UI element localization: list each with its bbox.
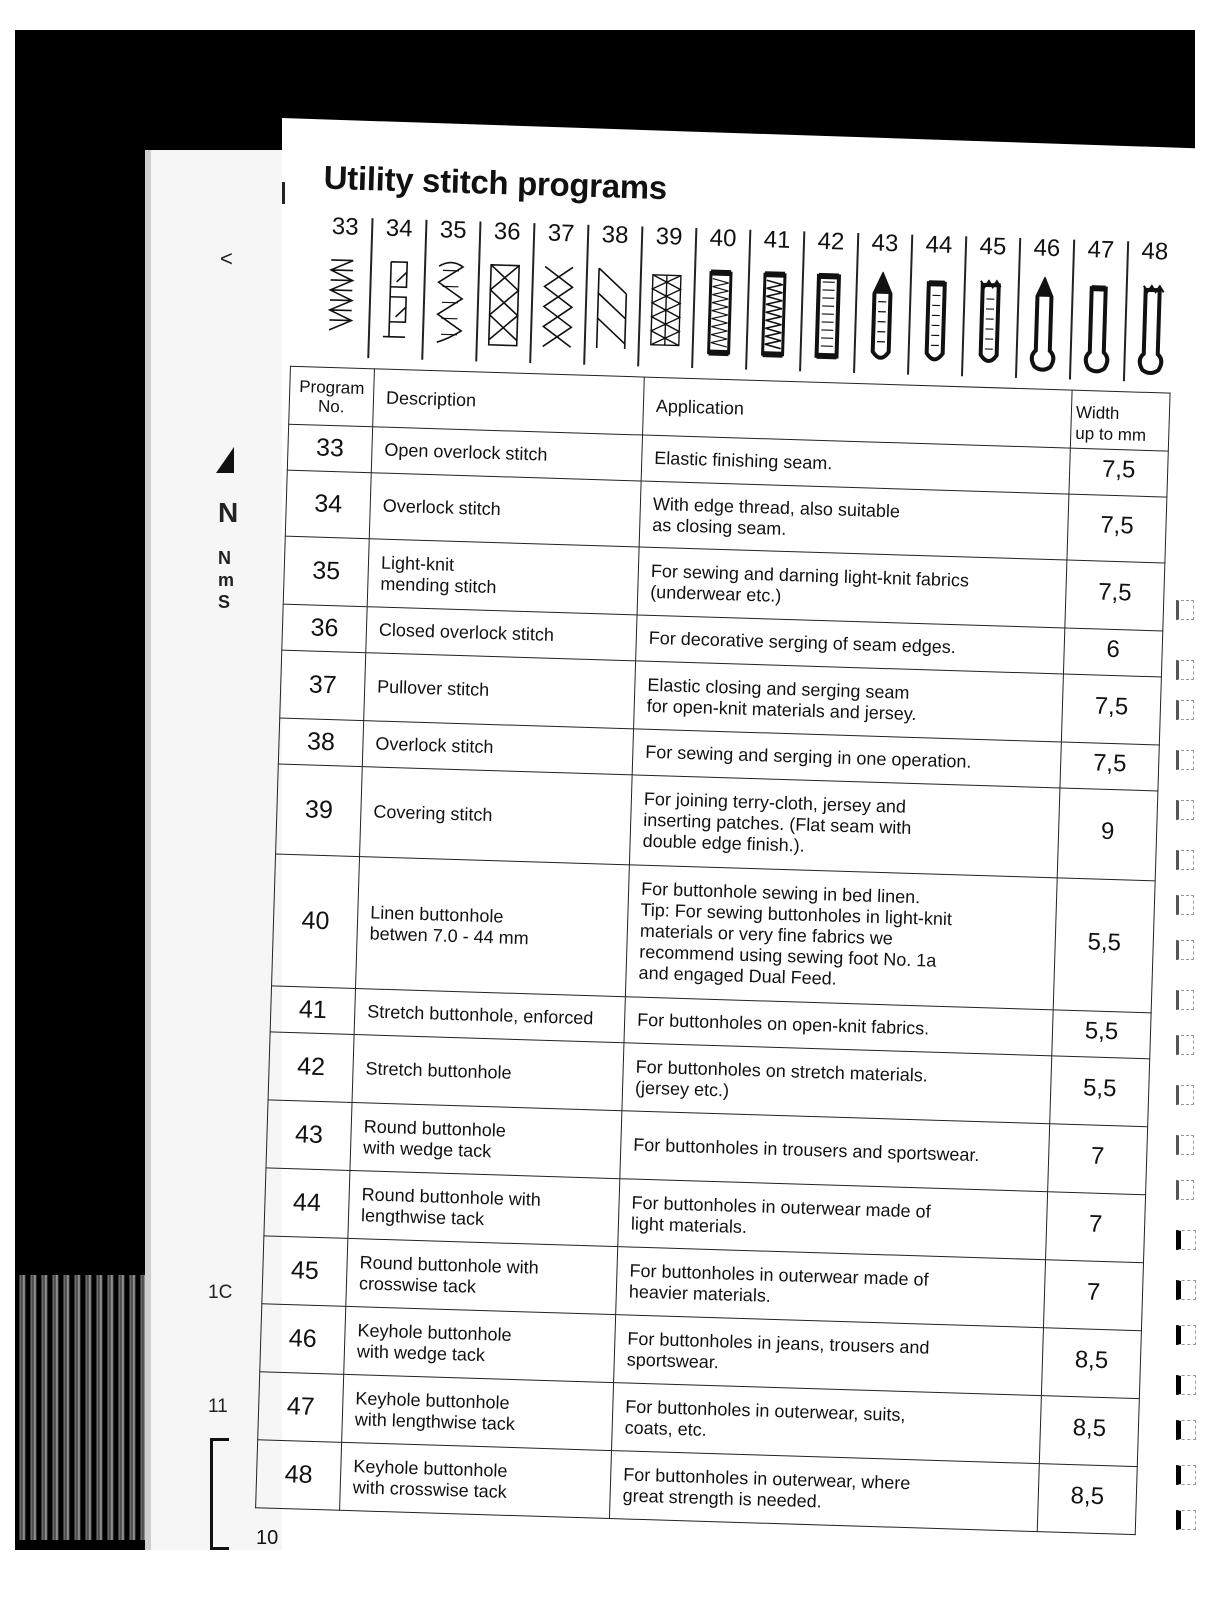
row-application: Elastic closing and serging seam for open-knit materials and jersey. xyxy=(634,661,1064,742)
row-description: Covering stitch xyxy=(360,767,633,865)
row-application: With edge thread, also suitable as closing seam. xyxy=(639,481,1069,560)
row-program-no: 48 xyxy=(256,1440,342,1511)
row-width: 9 xyxy=(1057,788,1158,881)
stitch-column-36 xyxy=(476,217,535,369)
stitch-number: 42 xyxy=(817,227,845,256)
stitch-number: 38 xyxy=(601,221,629,249)
row-application: Elastic finishing seam. xyxy=(641,435,1070,494)
overlock-serging-stitch-icon xyxy=(591,263,634,354)
stitch-column-42 xyxy=(800,227,859,379)
row-description: Closed overlock stitch xyxy=(366,607,637,661)
closed-overlock-stitch-icon xyxy=(483,260,526,351)
row-description: Stretch buttonhole xyxy=(352,1034,624,1110)
row-width: 7,5 xyxy=(1061,674,1161,745)
overlock-stitch-icon xyxy=(375,256,418,347)
row-application: For buttonholes in jeans, trousers and sportswear. xyxy=(614,1315,1044,1396)
row-program-no: 46 xyxy=(260,1304,346,1375)
light-knit-mending-stitch-icon xyxy=(429,258,472,349)
row-application: For buttonholes in outerwear, where great strength is needed. xyxy=(609,1451,1039,1532)
row-description: Stretch buttonhole, enforced xyxy=(354,989,625,1043)
stitch-pattern-strip xyxy=(314,213,1178,389)
row-application: For buttonholes in outerwear made of light materials. xyxy=(618,1179,1048,1260)
row-width: 5,5 xyxy=(1050,1056,1150,1127)
stitch-number: 36 xyxy=(493,217,521,246)
stitch-column-46 xyxy=(1016,234,1075,386)
utility-stitch-table xyxy=(255,366,1170,1535)
overlock-open-stitch-icon xyxy=(321,255,364,346)
row-program-no: 45 xyxy=(262,1236,348,1307)
row-description: Overlock stitch xyxy=(369,473,641,547)
margin-fragment: N xyxy=(218,548,231,568)
pullover-stitch-icon xyxy=(537,261,580,352)
row-description: Round buttonhole with wedge tack xyxy=(350,1102,622,1178)
margin-fragment: m xyxy=(218,570,235,590)
stitch-number: 39 xyxy=(655,222,683,251)
facing-page-edge-marks xyxy=(1168,560,1198,1550)
row-application: For joining terry-cloth, jersey and inserting patches. (Flat seam with double edge finish.). xyxy=(629,775,1060,878)
row-description: Light-knit mending stitch xyxy=(367,539,639,615)
table-row xyxy=(272,854,1156,1013)
margin-fragment: S xyxy=(218,592,231,612)
stretch-buttonhole-icon xyxy=(806,270,849,361)
page-number: 10 xyxy=(256,1527,279,1549)
row-application: For sewing and darning light-knit fabrics (underwear etc.) xyxy=(637,547,1067,628)
keyhole-buttonhole-lengthwise-tack-icon xyxy=(1076,278,1119,379)
row-description: Round buttonhole with crosswise tack xyxy=(346,1238,618,1314)
row-program-no: 35 xyxy=(283,536,369,607)
stitch-number: 47 xyxy=(1087,236,1115,264)
row-width: 7,5 xyxy=(1060,742,1159,791)
stitch-column-39 xyxy=(638,222,697,374)
row-width: 7,5 xyxy=(1069,448,1168,497)
row-application: For buttonholes on open-knit fabrics. xyxy=(624,997,1053,1056)
row-description: Keyhole buttonhole with crosswise tack xyxy=(340,1442,612,1518)
row-application: For sewing and serging in one operation. xyxy=(632,729,1061,788)
row-width: 8,5 xyxy=(1041,1328,1141,1399)
row-program-no: 40 xyxy=(272,854,360,989)
stitch-number: 33 xyxy=(331,212,360,241)
stitch-number: 43 xyxy=(871,229,899,258)
round-buttonhole-wedge-tack-icon xyxy=(860,271,903,372)
page-title: Utility stitch programs xyxy=(323,158,668,207)
stitch-number: 48 xyxy=(1141,237,1169,266)
row-width: 5,5 xyxy=(1052,1010,1151,1059)
row-width: 7 xyxy=(1046,1192,1146,1263)
stitch-column-33 xyxy=(314,213,373,365)
header-width: Width up to mm xyxy=(1070,390,1170,451)
row-description: Pullover stitch xyxy=(364,653,636,729)
stitch-number: 44 xyxy=(925,231,953,259)
stitch-column-41 xyxy=(746,226,805,378)
header-program-no: Program No. xyxy=(289,366,375,427)
header-description: Description xyxy=(373,369,645,435)
stitch-column-40 xyxy=(692,224,751,376)
row-program-no: 38 xyxy=(278,718,363,767)
row-program-no: 37 xyxy=(280,650,366,721)
row-width: 8,5 xyxy=(1037,1464,1137,1535)
row-width: 8,5 xyxy=(1039,1396,1139,1467)
stitch-column-45 xyxy=(962,232,1021,384)
row-application: For decorative serging of seam edges. xyxy=(636,615,1065,674)
row-application: For buttonholes in outerwear, suits, coats, etc. xyxy=(612,1383,1042,1464)
stitch-number: 45 xyxy=(979,232,1007,261)
row-program-no: 33 xyxy=(287,424,372,473)
stitch-column-48 xyxy=(1124,237,1183,389)
row-width: 7 xyxy=(1043,1260,1143,1331)
row-width: 6 xyxy=(1063,628,1162,677)
margin-fragment: N xyxy=(218,497,239,528)
keyhole-buttonhole-crosswise-tack-icon xyxy=(1130,279,1173,380)
row-program-no: 36 xyxy=(282,604,367,653)
stitch-column-37 xyxy=(530,219,589,371)
row-application: For buttonholes in trousers and sportswear. xyxy=(620,1111,1050,1192)
margin-fragment: 11 xyxy=(208,1396,228,1417)
round-buttonhole-crosswise-tack-icon xyxy=(968,274,1011,375)
stitch-column-44 xyxy=(908,231,967,383)
stitch-number: 40 xyxy=(709,224,737,253)
keyhole-buttonhole-wedge-tack-icon xyxy=(1022,276,1065,377)
row-program-no: 42 xyxy=(268,1032,354,1103)
stitch-column-35 xyxy=(422,216,481,368)
row-program-no: 41 xyxy=(270,986,355,1035)
margin-fragment: < xyxy=(220,246,233,271)
row-application: For buttonhole sewing in bed linen. Tip: For sewing buttonholes in light-knit materials or very fine fabrics we recommend using sewing foot No. 1a and engaged Dual Feed. xyxy=(625,865,1057,1010)
stitch-number: 41 xyxy=(763,226,791,254)
round-buttonhole-lengthwise-tack-icon xyxy=(914,273,957,374)
stitch-column-47 xyxy=(1070,236,1129,388)
row-width: 7,5 xyxy=(1067,494,1167,563)
row-width: 7,5 xyxy=(1065,560,1165,631)
row-program-no: 34 xyxy=(285,470,371,539)
row-width: 5,5 xyxy=(1053,878,1155,1013)
stretch-buttonhole-enforced-icon xyxy=(752,268,795,359)
margin-fragment: 1C xyxy=(208,1282,233,1303)
stitch-column-43 xyxy=(854,229,913,381)
stitch-number: 34 xyxy=(385,214,413,243)
header-application: Application xyxy=(643,377,1073,448)
row-program-no: 44 xyxy=(264,1168,350,1239)
stitch-number: 46 xyxy=(1033,234,1061,263)
stitch-number: 35 xyxy=(439,216,467,245)
row-description: Keyhole buttonhole with lengthwise tack xyxy=(342,1374,614,1450)
row-application: For buttonholes in outerwear made of heavier materials. xyxy=(616,1247,1046,1328)
row-description: Round buttonhole with lengthwise tack xyxy=(348,1170,620,1246)
covering-stitch-icon xyxy=(644,265,687,356)
row-program-no: 47 xyxy=(258,1372,344,1443)
row-description: Open overlock stitch xyxy=(371,427,642,481)
utility-stitch-table-wrapper xyxy=(255,366,1169,1535)
row-program-no: 43 xyxy=(266,1100,352,1171)
row-description: Overlock stitch xyxy=(362,721,633,775)
row-description: Linen buttonhole betwen 7.0 - 44 mm xyxy=(355,857,629,997)
stitch-number: 37 xyxy=(547,219,575,248)
stitch-column-34 xyxy=(368,214,427,366)
stitch-column-38 xyxy=(584,221,643,373)
row-description: Keyhole buttonhole with wedge tack xyxy=(344,1306,616,1382)
linen-buttonhole-icon xyxy=(698,266,741,357)
row-width: 7 xyxy=(1048,1124,1148,1195)
row-application: For buttonholes on stretch materials. (jersey etc.) xyxy=(622,1043,1052,1124)
row-program-no: 39 xyxy=(276,764,363,857)
